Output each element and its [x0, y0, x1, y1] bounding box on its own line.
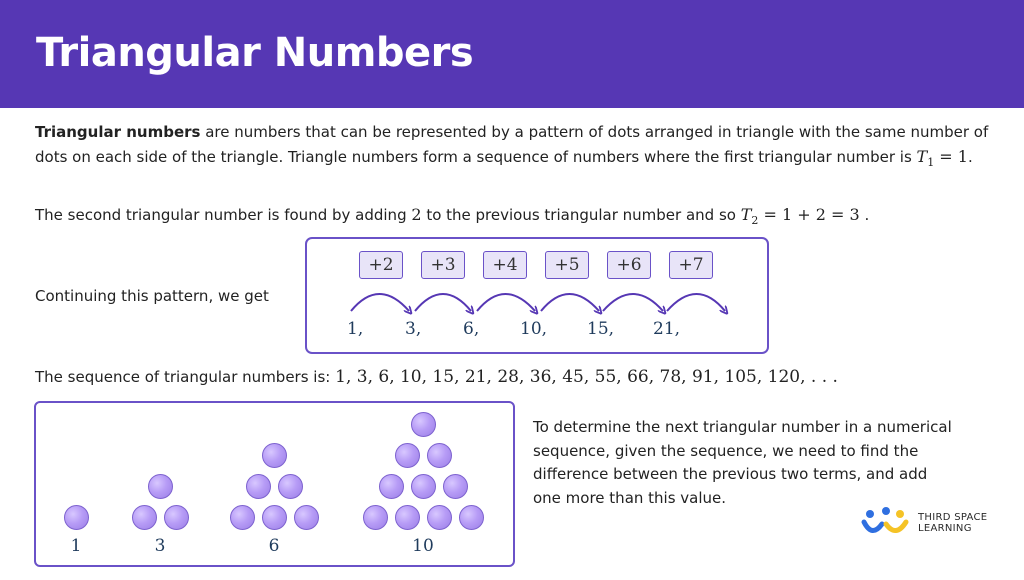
- sequence-term: 10,: [520, 319, 548, 339]
- dot: [363, 505, 388, 530]
- dot: [278, 474, 303, 499]
- sequence-term: 21,: [653, 319, 681, 339]
- increment-badge: +5: [545, 251, 589, 279]
- arc-arrow: [351, 294, 409, 311]
- increment-badge: +6: [607, 251, 651, 279]
- triangle-label: 6: [268, 536, 280, 556]
- sequence-term: 1,: [347, 319, 364, 339]
- triangle-label: 3: [154, 536, 166, 556]
- dot: [164, 505, 189, 530]
- increment-badge: +4: [483, 251, 527, 279]
- increment-badge: +2: [359, 251, 403, 279]
- dot: [148, 474, 173, 499]
- second-math: [740, 205, 860, 228]
- dot: [411, 474, 436, 499]
- second-text-a: The second triangular number is found by adding: [35, 206, 412, 224]
- intro-bold-term: Triangular numbers: [35, 123, 201, 141]
- dot: [132, 505, 157, 530]
- arc-arrow: [415, 294, 471, 311]
- sequence-term: 15,: [587, 319, 615, 339]
- dot: [443, 474, 468, 499]
- arc-arrow: [541, 294, 599, 311]
- sequence-values: 1, 3, 6, 10, 15, 21, 28, 36, 45, 55, 66, 78, 91, 105, 120, . . .: [335, 367, 838, 387]
- dot: [246, 474, 271, 499]
- dot: [64, 505, 89, 530]
- intro-end: .: [967, 147, 973, 166]
- math-subscript: 1: [927, 155, 935, 169]
- dot: [294, 505, 319, 530]
- arc-arrow: [667, 294, 725, 311]
- second-text-b: to the previous triangular number and so: [421, 206, 741, 224]
- explanation-text: To determine the next triangular number in a numerical sequence, given the sequence, we need to find the difference between the previous two terms, and add one more than this value.: [533, 418, 952, 507]
- intro-math: [916, 146, 968, 169]
- sequence-line: [35, 366, 838, 390]
- logo-line-1: THIRD SPACE: [918, 512, 988, 523]
- dot: [395, 443, 420, 468]
- math-expression: = 1 + 2 = 3: [758, 205, 860, 224]
- triangle-label: 1: [70, 536, 82, 556]
- dot: [262, 505, 287, 530]
- increment-badge: +7: [669, 251, 713, 279]
- sequence-box: [305, 237, 769, 354]
- arc-arrow: [477, 294, 535, 311]
- dot: [379, 474, 404, 499]
- triangle-label: 10: [412, 536, 434, 556]
- dot: [427, 443, 452, 468]
- dot: [411, 412, 436, 437]
- logo-text: [918, 512, 987, 534]
- increment-badge: +3: [421, 251, 465, 279]
- dot: [230, 505, 255, 530]
- page-title: Triangular Numbers: [36, 30, 474, 76]
- sequence-term: 3,: [405, 319, 422, 339]
- header-banner: [0, 0, 1024, 108]
- intro-text: are numbers that can be represented by a pattern of dots arranged in triangle with the same number of dots on each side of the triangle. Triangle numbers form a sequence of numbers where the first triangular number is: [35, 123, 989, 166]
- math-variable: T: [916, 146, 928, 166]
- math-two: 2: [411, 205, 422, 224]
- dot: [427, 505, 452, 530]
- sequence-label: The sequence of triangular numbers is:: [35, 368, 336, 386]
- math-expression: = 1: [934, 146, 968, 166]
- second-paragraph: [35, 203, 995, 233]
- dot-triangles-box: [34, 401, 515, 567]
- dot: [262, 443, 287, 468]
- logo-line-2: LEARNING: [918, 523, 972, 534]
- intro-paragraph: [35, 121, 995, 174]
- dot: [459, 505, 484, 530]
- second-end: .: [859, 206, 870, 224]
- arc-arrow: [603, 294, 663, 311]
- sequence-term: 6,: [463, 319, 480, 339]
- dot: [395, 505, 420, 530]
- math-variable: T: [740, 205, 752, 224]
- continuing-text: Continuing this pattern, we get: [35, 287, 269, 305]
- math-subscript: 2: [751, 214, 759, 228]
